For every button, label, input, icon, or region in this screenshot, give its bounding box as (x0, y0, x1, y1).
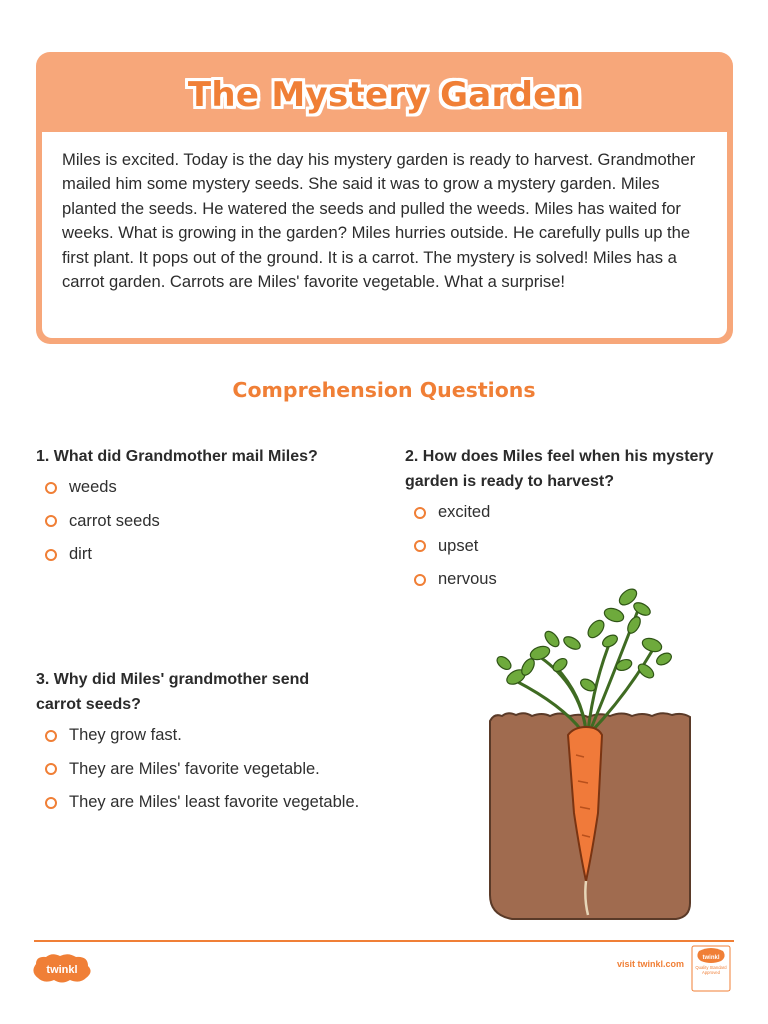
carrot-foliage (495, 586, 674, 693)
radio-circle-icon[interactable] (45, 797, 57, 809)
radio-circle-icon[interactable] (45, 730, 57, 742)
question-2: 2. How does Miles feel when his mystery garden is ready to harvest? (405, 448, 714, 490)
story-text: Miles is excited. Today is the day his mystery garden is ready to harvest. Grandmother mailed him some mystery seeds. She said it was to grow a mystery garden. Miles planted the seeds. He watered the seeds and pulled the weeds. Miles has waited for weeks. What is growing in the garden? Miles hurries outside. He carefully pulls up the first plant. It pops out of the ground. It is a carrot. The mystery is solved! Miles has a carrot garden. Carrots are Miles' favorite vegetable. What a surprise! (42, 132, 727, 338)
question-2-options (414, 496, 497, 597)
section-heading: Comprehension Questions (232, 378, 536, 402)
answer-option[interactable]: weeds (45, 471, 160, 505)
svg-text:twinkl: twinkl (46, 964, 78, 976)
radio-circle-icon[interactable] (45, 549, 57, 561)
answer-option[interactable]: upset (414, 530, 497, 564)
twinkl-logo[interactable] (30, 952, 94, 984)
radio-circle-icon[interactable] (414, 574, 426, 586)
question-1: 1. What did Grandmother mail Miles? (36, 448, 318, 465)
carrot-illustration (476, 585, 708, 923)
answer-option[interactable]: nervous (414, 563, 497, 597)
answer-option[interactable]: dirt (45, 538, 160, 572)
answer-option[interactable]: excited (414, 496, 497, 530)
question-3: 3. Why did Miles' grandmother send carrot seeds? (36, 671, 310, 713)
visit-link[interactable]: visit twinkl.com (616, 959, 684, 969)
answer-option[interactable]: carrot seeds (45, 505, 160, 539)
radio-circle-icon[interactable] (45, 482, 57, 494)
answer-option[interactable]: They are Miles' least favorite vegetable. (45, 786, 359, 820)
radio-circle-icon[interactable] (414, 540, 426, 552)
radio-circle-icon[interactable] (414, 507, 426, 519)
quality-badge (691, 945, 731, 992)
badge-text: Quality Standard Approved (695, 965, 727, 975)
answer-option[interactable]: They are Miles' favorite vegetable. (45, 753, 359, 787)
answer-option[interactable]: They grow fast. (45, 719, 359, 753)
page-title: The Mystery Garden (187, 75, 582, 115)
story-card (36, 52, 733, 344)
radio-circle-icon[interactable] (45, 763, 57, 775)
radio-circle-icon[interactable] (45, 515, 57, 527)
svg-text:twinkl: twinkl (702, 955, 720, 961)
question-1-options (45, 471, 160, 572)
footer-divider (34, 940, 734, 942)
question-3-options (45, 719, 359, 820)
